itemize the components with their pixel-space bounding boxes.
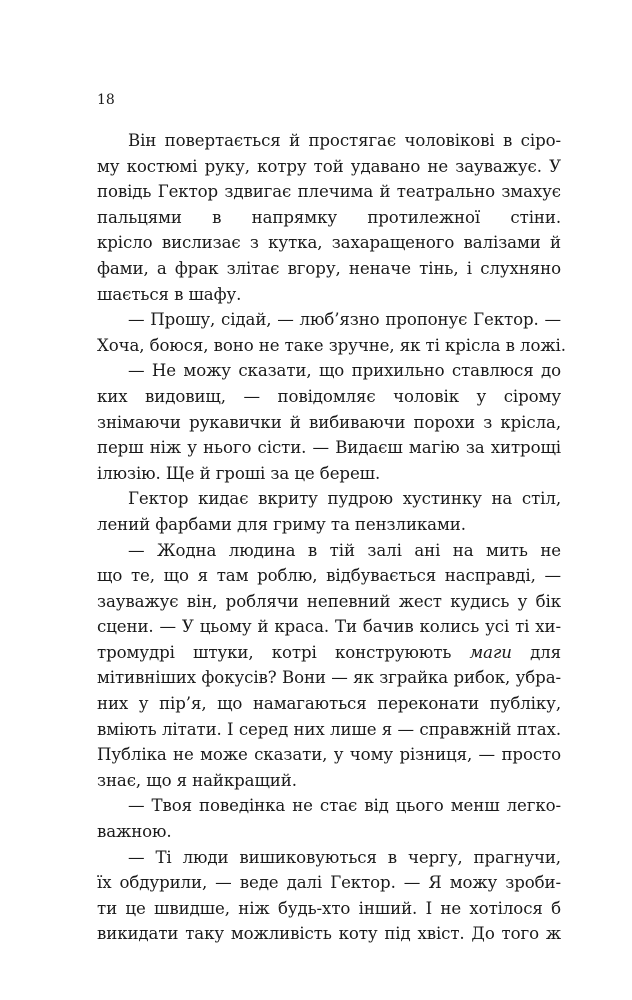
- text-line: важною.: [97, 822, 172, 842]
- text-line: шається в шафу.: [97, 284, 242, 304]
- text-line: — Твоя поведінка не стає від цього менш легко-: [128, 796, 561, 816]
- text-line: — Жодна людина в тій залі ані на мить не: [128, 540, 561, 560]
- paragraph: [97, 486, 561, 537]
- paragraph: [97, 128, 561, 307]
- paragraph: [97, 845, 561, 947]
- text-line: — Не можу сказати, що прихильно ставлюся до: [128, 361, 561, 381]
- text-line: лений фарбами для гриму та пензликами.: [97, 514, 466, 534]
- text-line: фами, а фрак злітає вгору, неначе тінь, і слухняно: [97, 258, 561, 278]
- text-line: тромудрі штуки, котрі конструюють маги для: [97, 642, 561, 662]
- text-line: ілюзію. Ще й гроші за це береш.: [97, 463, 381, 483]
- text-line: їх обдурили, — веде далі Гектор. — Я можу зроби-: [97, 873, 561, 893]
- text-line: му костюмі руку, котру той удавано не зауважує. У: [97, 156, 561, 176]
- text-line: них у пір’я, що намагаються переконати публіку,: [97, 694, 561, 714]
- text-line: крісло вислизає з кутка, захаращеного валізами й: [97, 233, 561, 253]
- text-line: Публіка не може сказати, у чому різниця, — просто: [97, 745, 561, 765]
- text-line: — Прошу, сідай, — люб’язно пропонує Гектор. —: [128, 310, 561, 330]
- text-line: ких видовищ, — повідомляє чоловік у сірому: [97, 386, 561, 406]
- text-line: що те, що я там роблю, відбувається насправді, —: [97, 566, 561, 586]
- text-line: пальцями в напрямку протилежної стіни.: [97, 207, 561, 227]
- text-line: сцени. — У цьому й краса. Ти бачив колись усі ті хи-: [97, 617, 561, 637]
- text-line: ти це швидше, ніж будь-хто інший. І не хотілося б: [97, 898, 561, 918]
- text-line: — Ті люди вишиковуються в чергу, прагнучи,: [128, 847, 561, 867]
- text-line: перш ніж у нього сісти. — Видаєш магію за хитрощі: [97, 438, 561, 458]
- paragraph: [97, 307, 566, 358]
- paragraph: [97, 358, 561, 486]
- italic-word: маги: [469, 642, 512, 662]
- text-line: знімаючи рукавички й вибиваючи порохи з крісла,: [97, 412, 561, 432]
- text-line: викидати таку можливість коту під хвіст. До того ж: [97, 924, 561, 944]
- text-line: Він повертається й простягає чоловікові в сіро-: [128, 131, 561, 150]
- text-line: знає, що я найкращий.: [97, 770, 297, 790]
- text-line: Гектор кидає вкриту пудрою хустинку на стіл,: [128, 489, 561, 509]
- text-line: Хоча, боюся, воно не таке зручне, як ті крісла в ложі.: [97, 335, 566, 355]
- text-line: мітивніших фокусів? Вони — як зграйка рибок, убра-: [97, 668, 561, 688]
- text-line: зауважує він, роблячи непевний жест кудись у бік: [97, 591, 561, 611]
- body-text: [97, 128, 566, 947]
- paragraph: [97, 538, 561, 794]
- text-line: вміють літати. І серед них лише я — справжній птах.: [97, 719, 561, 739]
- page-number: 18: [97, 92, 115, 108]
- text-line: повідь Гектор здвигає плечима й театрально змахує: [97, 182, 561, 202]
- paragraph: [97, 793, 561, 844]
